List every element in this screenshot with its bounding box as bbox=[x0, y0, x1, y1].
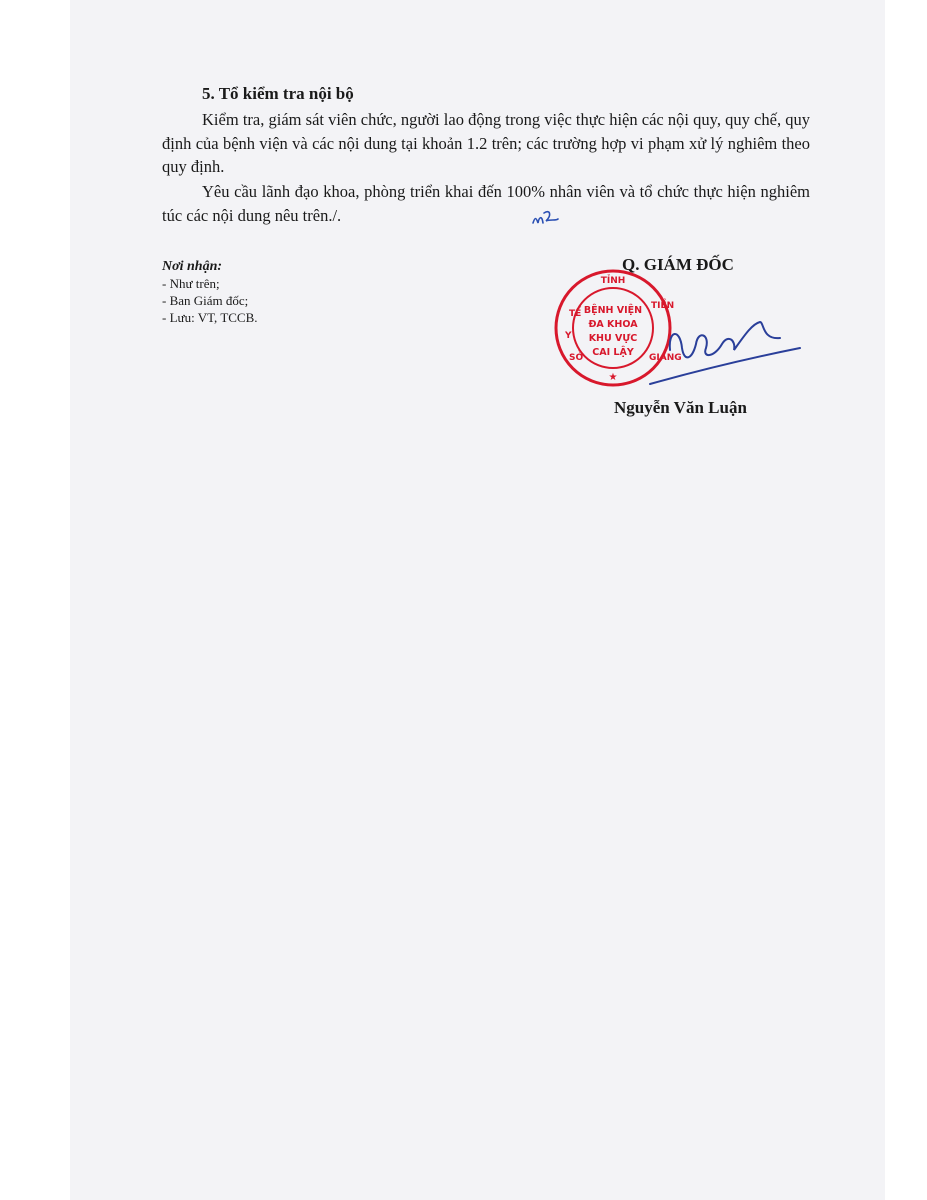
svg-text:CAI LẬY: CAI LẬY bbox=[592, 347, 634, 358]
svg-text:SỞ: SỞ bbox=[569, 353, 584, 363]
signature-title: Q. GIÁM ĐỐC bbox=[622, 255, 734, 274]
svg-text:BỆNH VIỆN: BỆNH VIỆN bbox=[583, 305, 643, 316]
section-heading: 5. Tổ kiểm tra nội bộ bbox=[202, 84, 354, 103]
recipients-block bbox=[162, 258, 258, 326]
paragraph-inspection: Kiểm tra, giám sát viên chức, người lao động trong việc thực hiện các nội quy, quy chế, quy định của bệnh viện và các nội dung tại khoản 1.2 trên; các trường hợp vi phạm xử lý nghiêm theo quy định. bbox=[162, 110, 810, 176]
handwritten-signature bbox=[640, 300, 810, 390]
svg-text:ĐA KHOA: ĐA KHOA bbox=[588, 319, 638, 330]
svg-text:TIỀN: TIỀN bbox=[651, 301, 675, 311]
scan-margin-right bbox=[885, 0, 927, 1200]
handwritten-initials bbox=[530, 203, 562, 231]
svg-text:TẾ: TẾ bbox=[569, 309, 582, 319]
scan-margin-left bbox=[0, 0, 70, 1200]
recipients-title: Nơi nhận: bbox=[162, 259, 223, 274]
svg-text:★: ★ bbox=[608, 372, 618, 383]
recipient-item: - Lưu: VT, TCCB. bbox=[162, 310, 258, 325]
svg-text:GIANG: GIANG bbox=[649, 353, 682, 363]
recipient-item: - Như trên; bbox=[162, 276, 220, 291]
recipient-item: - Ban Giám đốc; bbox=[162, 293, 249, 308]
paragraph-requirement: Yêu cầu lãnh đạo khoa, phòng triển khai đến 100% nhân viên và tổ chức thực hiện nghiêm túc các nội dung nêu trên./. bbox=[162, 182, 810, 225]
svg-text:TỈNH: TỈNH bbox=[600, 276, 626, 286]
svg-text:Y: Y bbox=[565, 331, 572, 341]
signer-name: Nguyễn Văn Luận bbox=[614, 398, 747, 417]
svg-text:KHU VỰC: KHU VỰC bbox=[588, 333, 638, 344]
